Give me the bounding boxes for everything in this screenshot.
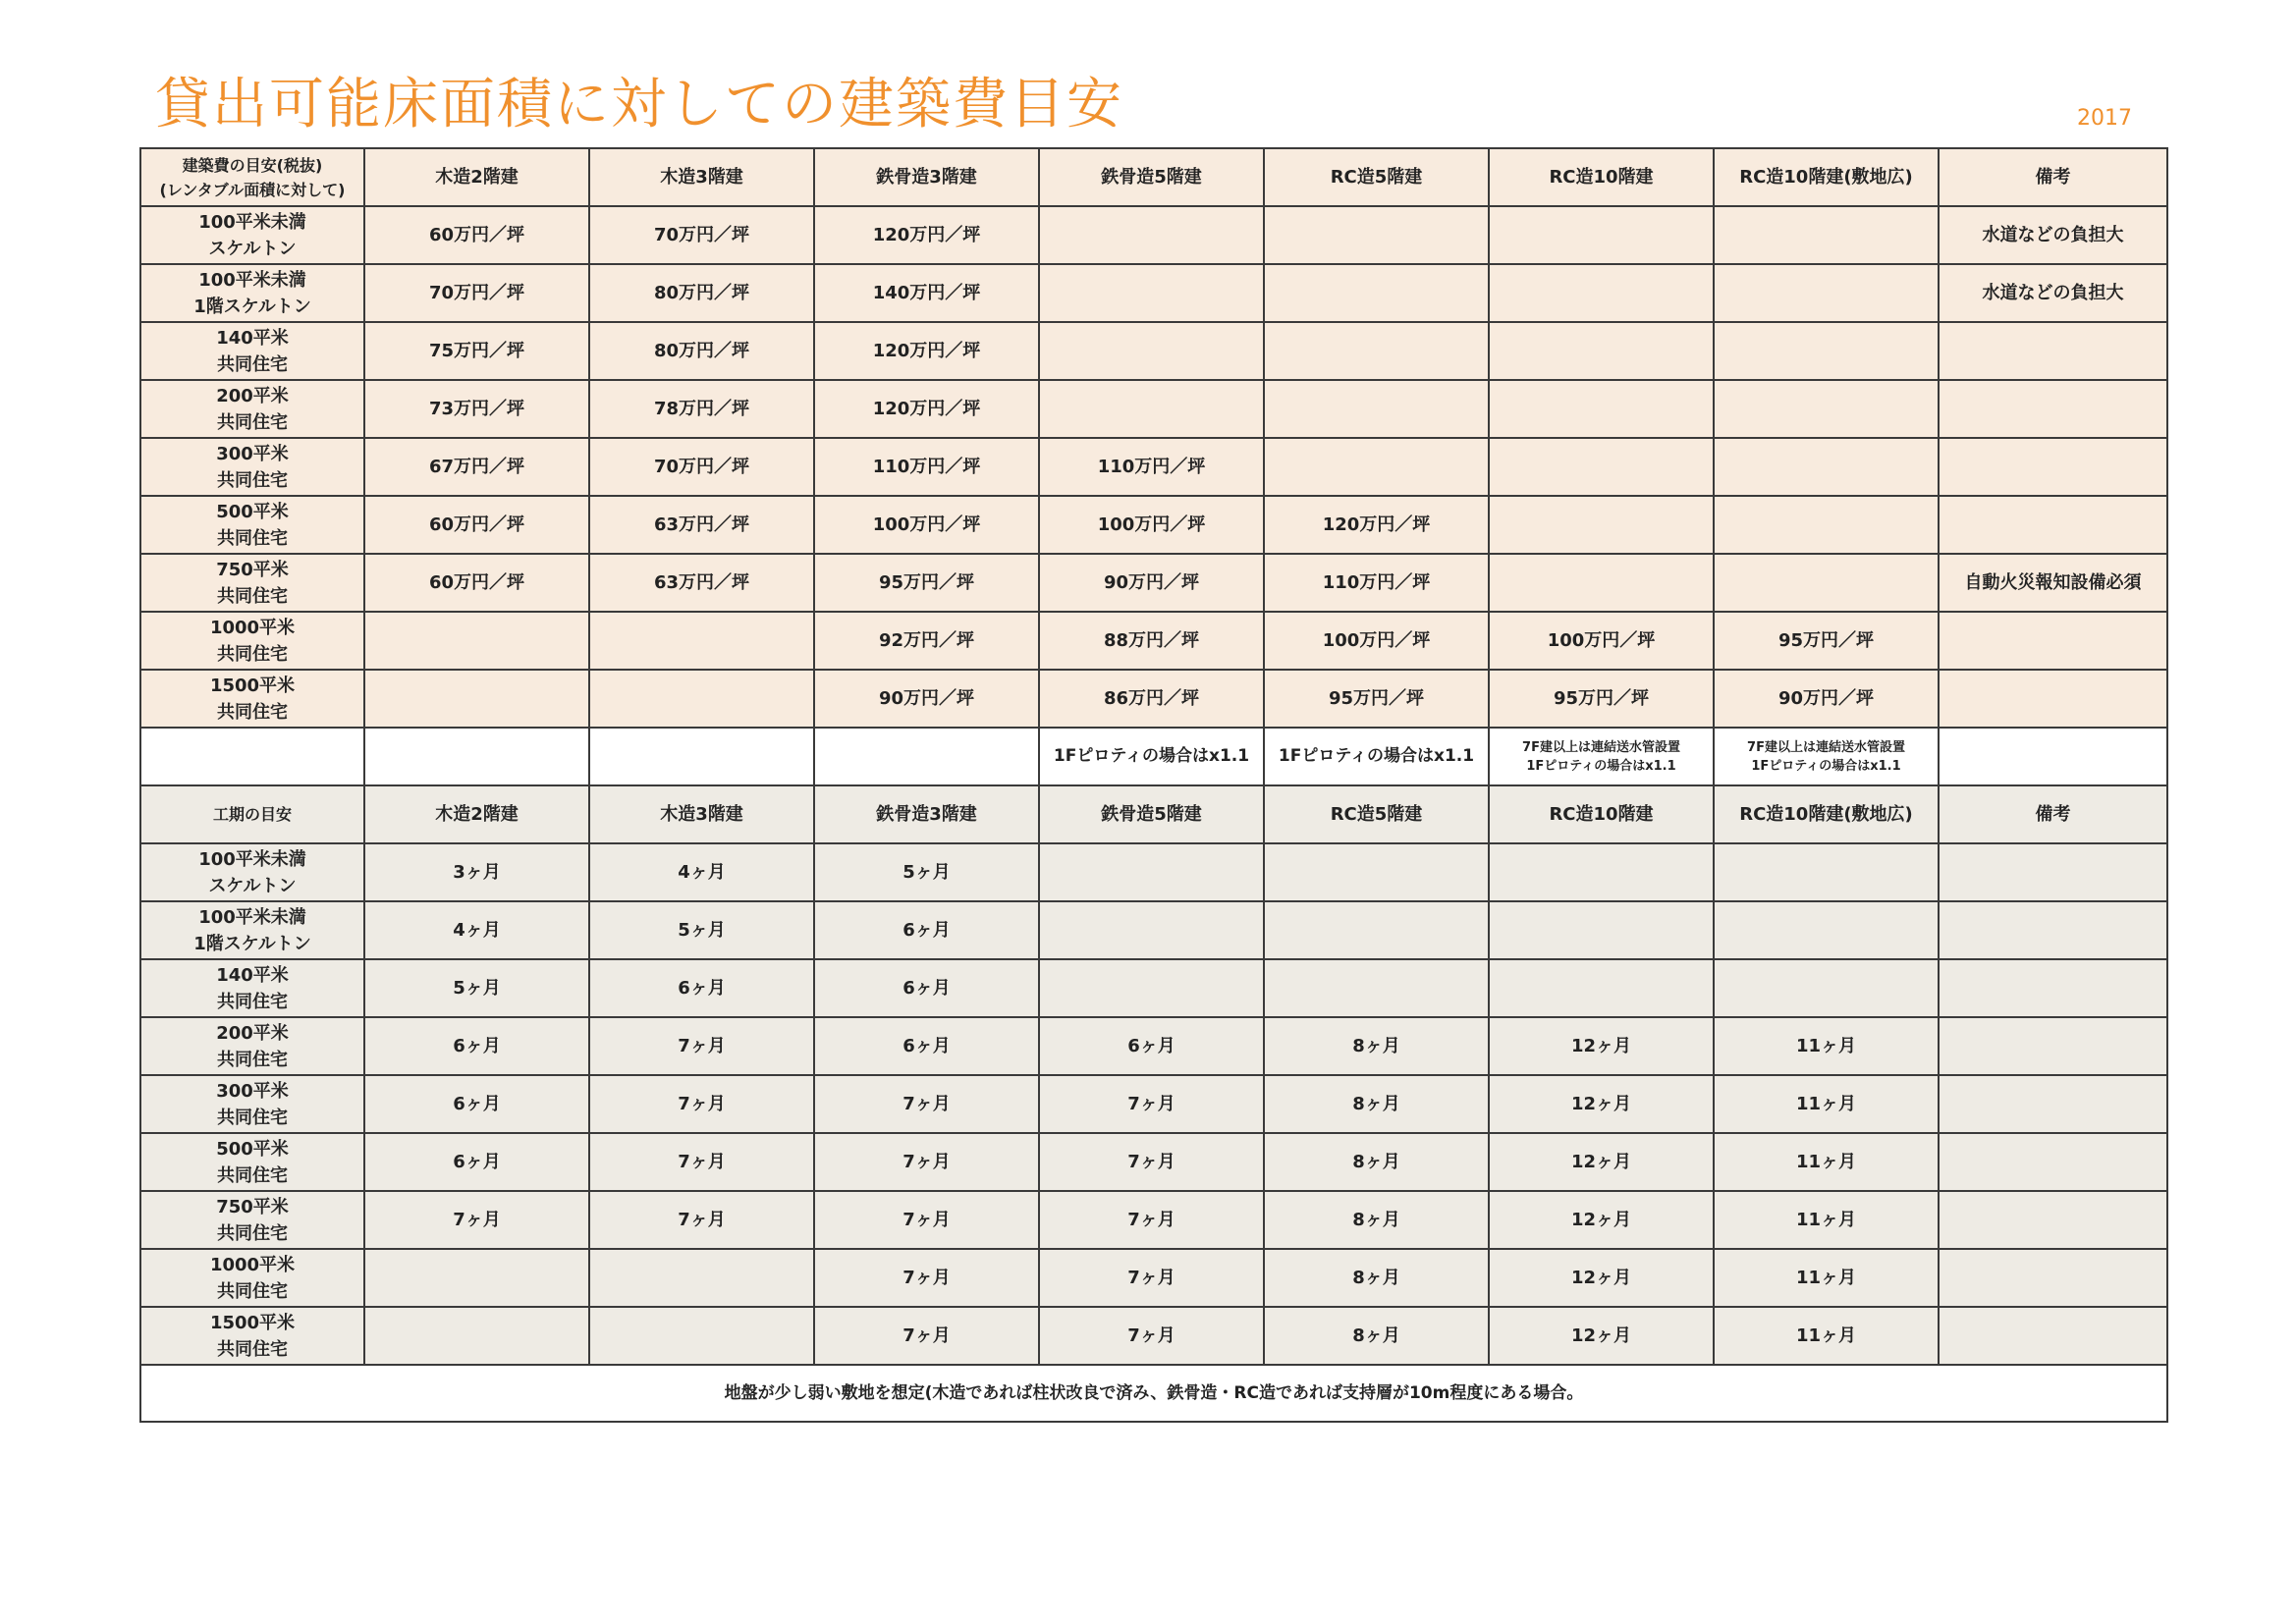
cost-cell xyxy=(1264,438,1489,496)
term-cell: 8ヶ月 xyxy=(1264,1191,1489,1249)
term-cell: 7ヶ月 xyxy=(589,1075,814,1133)
term-cell xyxy=(1939,1075,2167,1133)
row-label: 1500平米 共同住宅 xyxy=(140,670,364,728)
cost-cell xyxy=(1039,380,1264,438)
term-cell: 12ヶ月 xyxy=(1489,1017,1714,1075)
page-title: 貸出可能床面積に対しての建築費目安 xyxy=(155,73,1123,136)
term-cell xyxy=(1489,901,1714,959)
term-row xyxy=(140,1075,2167,1133)
cost-cell xyxy=(1714,322,1939,380)
term-cell: 3ヶ月 xyxy=(364,843,589,901)
term-cell xyxy=(1939,1249,2167,1307)
cost-cell: 90万円／坪 xyxy=(814,670,1039,728)
cost-cell xyxy=(1714,380,1939,438)
term-header-label: 工期の目安 xyxy=(140,785,364,843)
term-cell: 11ヶ月 xyxy=(1714,1133,1939,1191)
cost-cell xyxy=(1714,496,1939,554)
term-row xyxy=(140,1249,2167,1307)
cost-cell xyxy=(1489,554,1714,612)
cost-cell: 120万円／坪 xyxy=(814,322,1039,380)
cost-cell xyxy=(1939,438,2167,496)
row-label: 200平米 共同住宅 xyxy=(140,380,364,438)
cost-cell xyxy=(364,612,589,670)
cost-cell: 95万円／坪 xyxy=(814,554,1039,612)
note-cell: 7F建以上は連結送水管設置 1Fピロティの場合はx1.1 xyxy=(1714,728,1939,785)
term-cell: 8ヶ月 xyxy=(1264,1249,1489,1307)
term-cell: 12ヶ月 xyxy=(1489,1075,1714,1133)
row-label: 300平米 共同住宅 xyxy=(140,438,364,496)
cost-cell: 60万円／坪 xyxy=(364,554,589,612)
term-cell: 7ヶ月 xyxy=(814,1075,1039,1133)
term-cell: 8ヶ月 xyxy=(1264,1133,1489,1191)
term-cell xyxy=(1939,843,2167,901)
row-label: 1000平米 共同住宅 xyxy=(140,612,364,670)
row-label: 200平米 共同住宅 xyxy=(140,1017,364,1075)
cost-cell xyxy=(589,670,814,728)
row-label: 1000平米 共同住宅 xyxy=(140,1249,364,1307)
column-header: 鉄骨造5階建 xyxy=(1039,785,1264,843)
cost-cell: 75万円／坪 xyxy=(364,322,589,380)
cost-cell xyxy=(1489,322,1714,380)
cost-cell: 60万円／坪 xyxy=(364,496,589,554)
term-cell xyxy=(589,1249,814,1307)
cost-cell: 自動火災報知設備必須 xyxy=(1939,554,2167,612)
term-cell: 7ヶ月 xyxy=(1039,1075,1264,1133)
term-row xyxy=(140,1307,2167,1365)
term-cell xyxy=(1039,843,1264,901)
cost-cell: 67万円／坪 xyxy=(364,438,589,496)
term-cell: 11ヶ月 xyxy=(1714,1017,1939,1075)
cost-cell xyxy=(1939,496,2167,554)
row-label: 750平米 共同住宅 xyxy=(140,554,364,612)
cost-cell xyxy=(1039,264,1264,322)
cost-cell: 120万円／坪 xyxy=(814,380,1039,438)
term-row xyxy=(140,1133,2167,1191)
row-label: 140平米 共同住宅 xyxy=(140,322,364,380)
cost-cell xyxy=(1264,206,1489,264)
cost-row xyxy=(140,670,2167,728)
term-cell xyxy=(1939,901,2167,959)
term-cell xyxy=(1714,901,1939,959)
term-cell: 7ヶ月 xyxy=(364,1191,589,1249)
cost-cell: 92万円／坪 xyxy=(814,612,1039,670)
term-header-row xyxy=(140,785,2167,843)
row-label: 100平米未満 スケルトン xyxy=(140,206,364,264)
term-row xyxy=(140,843,2167,901)
note-cell: 7F建以上は連結送水管設置 1Fピロティの場合はx1.1 xyxy=(1489,728,1714,785)
term-cell xyxy=(589,1307,814,1365)
column-header: RC造10階建 xyxy=(1489,785,1714,843)
term-cell: 4ヶ月 xyxy=(589,843,814,901)
column-header: 木造2階建 xyxy=(364,148,589,206)
cost-row xyxy=(140,612,2167,670)
term-cell xyxy=(364,1307,589,1365)
year-label: 2017 xyxy=(2077,106,2132,131)
term-cell: 7ヶ月 xyxy=(1039,1191,1264,1249)
term-cell: 6ヶ月 xyxy=(589,959,814,1017)
cost-cell: 100万円／坪 xyxy=(1039,496,1264,554)
estimate-table xyxy=(139,147,2168,1423)
term-cell xyxy=(1939,1307,2167,1365)
term-cell: 7ヶ月 xyxy=(814,1191,1039,1249)
row-label: 750平米 共同住宅 xyxy=(140,1191,364,1249)
term-cell: 8ヶ月 xyxy=(1264,1075,1489,1133)
term-cell xyxy=(1039,901,1264,959)
row-label: 300平米 共同住宅 xyxy=(140,1075,364,1133)
cost-cell: 90万円／坪 xyxy=(1039,554,1264,612)
term-cell: 4ヶ月 xyxy=(364,901,589,959)
cost-cell: 70万円／坪 xyxy=(589,206,814,264)
cost-cell xyxy=(364,670,589,728)
column-header: 木造3階建 xyxy=(589,785,814,843)
cost-row xyxy=(140,206,2167,264)
term-cell: 7ヶ月 xyxy=(589,1133,814,1191)
term-row xyxy=(140,1191,2167,1249)
term-cell xyxy=(1939,1133,2167,1191)
cost-cell xyxy=(1939,380,2167,438)
cost-header-row xyxy=(140,148,2167,206)
term-cell xyxy=(1939,1191,2167,1249)
term-cell xyxy=(1489,959,1714,1017)
row-label: 500平米 共同住宅 xyxy=(140,496,364,554)
cost-cell xyxy=(1714,438,1939,496)
cost-cell xyxy=(1039,206,1264,264)
term-cell: 5ヶ月 xyxy=(364,959,589,1017)
term-cell: 7ヶ月 xyxy=(814,1133,1039,1191)
column-header: RC造10階建(敷地広) xyxy=(1714,785,1939,843)
cost-cell: 水道などの負担大 xyxy=(1939,206,2167,264)
cost-cell: 63万円／坪 xyxy=(589,554,814,612)
column-header: 鉄骨造3階建 xyxy=(814,148,1039,206)
cost-cell: 120万円／坪 xyxy=(814,206,1039,264)
cost-cell: 110万円／坪 xyxy=(1039,438,1264,496)
term-cell: 6ヶ月 xyxy=(814,1017,1039,1075)
term-cell xyxy=(1264,901,1489,959)
note-cell xyxy=(814,728,1039,785)
footer-row xyxy=(140,1365,2167,1422)
note-cell xyxy=(364,728,589,785)
term-cell: 6ヶ月 xyxy=(814,901,1039,959)
cost-cell xyxy=(1039,322,1264,380)
cost-cell: 110万円／坪 xyxy=(1264,554,1489,612)
term-cell: 7ヶ月 xyxy=(589,1191,814,1249)
cost-cell: 70万円／坪 xyxy=(364,264,589,322)
note-cell xyxy=(589,728,814,785)
term-cell: 6ヶ月 xyxy=(364,1017,589,1075)
cost-row xyxy=(140,380,2167,438)
term-cell: 7ヶ月 xyxy=(1039,1307,1264,1365)
term-cell: 6ヶ月 xyxy=(814,959,1039,1017)
term-row xyxy=(140,959,2167,1017)
row-label: 1500平米 共同住宅 xyxy=(140,1307,364,1365)
cost-cell: 63万円／坪 xyxy=(589,496,814,554)
column-header: 木造3階建 xyxy=(589,148,814,206)
term-cell xyxy=(1939,959,2167,1017)
column-header: 備考 xyxy=(1939,785,2167,843)
cost-cell: 60万円／坪 xyxy=(364,206,589,264)
term-cell: 11ヶ月 xyxy=(1714,1191,1939,1249)
cost-cell: 73万円／坪 xyxy=(364,380,589,438)
cost-cell xyxy=(1264,264,1489,322)
term-cell: 12ヶ月 xyxy=(1489,1191,1714,1249)
cost-cell: 120万円／坪 xyxy=(1264,496,1489,554)
note-cell: 1Fピロティの場合はx1.1 xyxy=(1039,728,1264,785)
term-cell: 11ヶ月 xyxy=(1714,1307,1939,1365)
term-cell: 5ヶ月 xyxy=(814,843,1039,901)
term-cell: 11ヶ月 xyxy=(1714,1249,1939,1307)
term-cell: 7ヶ月 xyxy=(814,1249,1039,1307)
column-header: 備考 xyxy=(1939,148,2167,206)
term-row xyxy=(140,901,2167,959)
cost-cell: 88万円／坪 xyxy=(1039,612,1264,670)
row-label: 100平米未満 1階スケルトン xyxy=(140,901,364,959)
term-cell: 6ヶ月 xyxy=(364,1075,589,1133)
row-label: 500平米 共同住宅 xyxy=(140,1133,364,1191)
cost-cell: 95万円／坪 xyxy=(1264,670,1489,728)
cost-cell xyxy=(589,612,814,670)
footer-note: 地盤が少し弱い敷地を想定(木造であれば柱状改良で済み、鉄骨造・RC造であれば支持層が10m程度にある場合。 xyxy=(140,1365,2167,1422)
row-label: 100平米未満 1階スケルトン xyxy=(140,264,364,322)
cost-cell: 70万円／坪 xyxy=(589,438,814,496)
cost-cell xyxy=(1714,554,1939,612)
cost-row xyxy=(140,438,2167,496)
cost-cell xyxy=(1489,206,1714,264)
term-cell: 5ヶ月 xyxy=(589,901,814,959)
term-cell xyxy=(364,1249,589,1307)
row-label: 140平米 共同住宅 xyxy=(140,959,364,1017)
cost-row xyxy=(140,264,2167,322)
column-header: RC造5階建 xyxy=(1264,785,1489,843)
term-row xyxy=(140,1017,2167,1075)
term-cell: 7ヶ月 xyxy=(1039,1249,1264,1307)
cost-row xyxy=(140,496,2167,554)
cost-cell: 90万円／坪 xyxy=(1714,670,1939,728)
term-cell xyxy=(1039,959,1264,1017)
column-header: 鉄骨造5階建 xyxy=(1039,148,1264,206)
column-header: 木造2階建 xyxy=(364,785,589,843)
note-cell xyxy=(1939,728,2167,785)
column-header: 鉄骨造3階建 xyxy=(814,785,1039,843)
column-header: RC造5階建 xyxy=(1264,148,1489,206)
cost-cell: 水道などの負担大 xyxy=(1939,264,2167,322)
term-cell xyxy=(1489,843,1714,901)
cost-cell: 95万円／坪 xyxy=(1489,670,1714,728)
cost-cell xyxy=(1714,264,1939,322)
cost-cell xyxy=(1264,380,1489,438)
term-cell: 12ヶ月 xyxy=(1489,1249,1714,1307)
cost-cell: 100万円／坪 xyxy=(1489,612,1714,670)
term-cell: 8ヶ月 xyxy=(1264,1307,1489,1365)
term-cell: 7ヶ月 xyxy=(589,1017,814,1075)
term-cell xyxy=(1264,959,1489,1017)
term-cell: 12ヶ月 xyxy=(1489,1307,1714,1365)
cost-cell: 140万円／坪 xyxy=(814,264,1039,322)
cost-cell xyxy=(1489,380,1714,438)
term-cell: 12ヶ月 xyxy=(1489,1133,1714,1191)
cost-cell: 100万円／坪 xyxy=(814,496,1039,554)
term-cell xyxy=(1714,959,1939,1017)
cost-cell: 80万円／坪 xyxy=(589,264,814,322)
cost-cell xyxy=(1939,322,2167,380)
cost-cell xyxy=(1264,322,1489,380)
cost-row xyxy=(140,554,2167,612)
note-cell: 1Fピロティの場合はx1.1 xyxy=(1264,728,1489,785)
cost-cell xyxy=(1939,670,2167,728)
column-header: RC造10階建 xyxy=(1489,148,1714,206)
term-cell: 8ヶ月 xyxy=(1264,1017,1489,1075)
cost-cell xyxy=(1939,612,2167,670)
term-cell: 6ヶ月 xyxy=(364,1133,589,1191)
cost-cell: 100万円／坪 xyxy=(1264,612,1489,670)
row-label: 100平米未満 スケルトン xyxy=(140,843,364,901)
cost-cell: 110万円／坪 xyxy=(814,438,1039,496)
term-cell xyxy=(1714,843,1939,901)
column-header: RC造10階建(敷地広) xyxy=(1714,148,1939,206)
term-cell xyxy=(1264,843,1489,901)
cost-cell xyxy=(1489,496,1714,554)
cost-cell xyxy=(1489,264,1714,322)
cost-cell xyxy=(1489,438,1714,496)
cost-cell: 95万円／坪 xyxy=(1714,612,1939,670)
term-cell: 11ヶ月 xyxy=(1714,1075,1939,1133)
cost-notes-row xyxy=(140,728,2167,785)
cost-header-label: 建築費の目安(税抜) (レンタブル面積に対して) xyxy=(140,148,364,206)
note-cell xyxy=(140,728,364,785)
cost-cell xyxy=(1714,206,1939,264)
term-cell: 6ヶ月 xyxy=(1039,1017,1264,1075)
cost-cell: 86万円／坪 xyxy=(1039,670,1264,728)
term-cell xyxy=(1939,1017,2167,1075)
cost-cell: 80万円／坪 xyxy=(589,322,814,380)
term-cell: 7ヶ月 xyxy=(814,1307,1039,1365)
cost-row xyxy=(140,322,2167,380)
cost-cell: 78万円／坪 xyxy=(589,380,814,438)
term-cell: 7ヶ月 xyxy=(1039,1133,1264,1191)
